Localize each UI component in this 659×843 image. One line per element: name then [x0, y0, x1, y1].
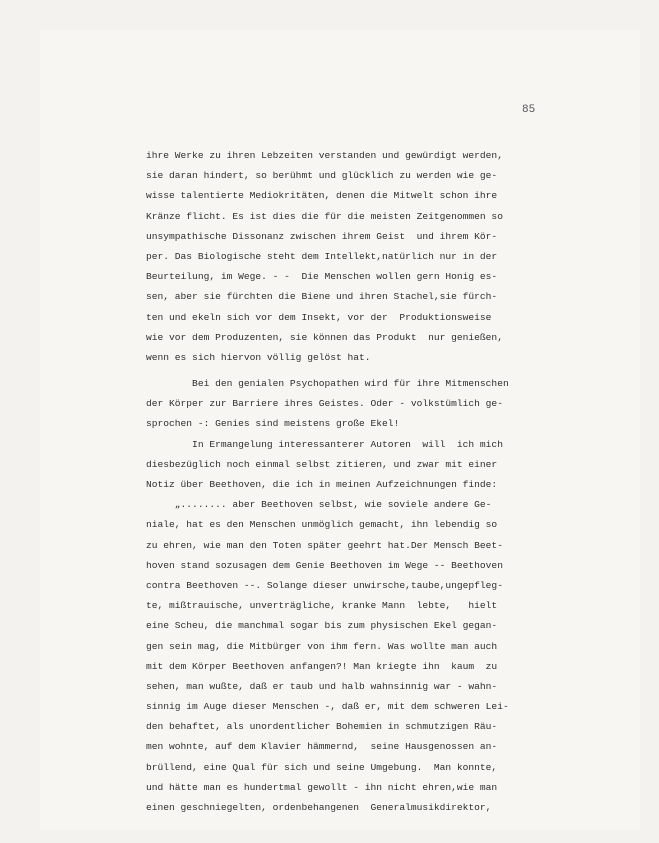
text-line: wisse talentierte Mediokritäten, denen die Mitwelt schon ihre	[146, 190, 498, 202]
body-text	[146, 146, 566, 818]
quote-line: niale, hat es den Menschen unmöglich gemacht, ihn lebendig so	[146, 519, 498, 531]
quote-line: gen sein mag, die Mitbürger von ihm fern. Was wollte man auch	[146, 640, 498, 652]
quote-line: den behaftet, als unordentlicher Bohemien in schmutzigen Räu-	[146, 721, 498, 733]
text-line: diesbezüglich noch einmal selbst zitieren, und zwar mit einer	[146, 458, 498, 470]
quote-line: brüllend, eine Qual für sich und seine Umgebung. Man konnte,	[146, 761, 498, 773]
text-line: ihre Werke zu ihren Lebzeiten verstanden und gewürdigt werden,	[146, 150, 503, 161]
paragraph-2	[146, 374, 566, 435]
quote-line: eine Scheu, die manchmal sogar bis zum physischen Ekel gegan-	[146, 620, 498, 632]
quote-line: „........ aber Beethoven selbst, wie soviele andere Ge-	[146, 499, 492, 511]
quote-line: mit dem Körper Beethoven anfangen?! Man kriegte ihn kaum zu	[146, 660, 498, 672]
text-line: In Ermangelung interessanterer Autoren will ich mich	[146, 438, 503, 450]
text-line: Beurteilung, im Wege. - - Die Menschen wollen gern Honig es-	[146, 271, 498, 283]
text-line: per. Das Biologische steht dem Intellekt,natürlich nur in der	[146, 250, 498, 262]
text-line: wie vor dem Produzenten, sie können das Produkt nur genießen,	[146, 331, 503, 343]
text-line: der Körper zur Barriere ihres Geistes. Oder - volkstümlich ge-	[146, 398, 503, 410]
quote-line: einen geschniegelten, ordenbehangenen Generalmusikdirektor,	[146, 802, 492, 813]
text-line: sen, aber sie fürchten die Biene und ihren Stachel,sie fürch-	[146, 291, 498, 303]
quote-line: hoven stand sozusagen dem Genie Beethoven im Wege -- Beethoven	[146, 559, 503, 571]
quote-line: zu ehren, wie man den Toten später geehrt hat.Der Mensch Beet-	[146, 539, 503, 551]
quote-line: te, mißtrauische, unverträgliche, kranke Mann lebte, hielt	[146, 600, 498, 612]
text-line: unsympathische Dissonanz zwischen ihrem Geist und ihrem Kör-	[146, 230, 498, 242]
paragraph-1	[146, 146, 566, 368]
quote-line: men wohnte, auf dem Klavier hämmernd, seine Hausgenossen an-	[146, 741, 498, 753]
quote-line: und hätte man es hundertmal gewollt - ihn nicht ehren,wie man	[146, 781, 498, 793]
text-line: sprochen -: Genies sind meistens große Ekel!	[146, 418, 400, 430]
page-number: 85	[522, 104, 536, 116]
text-line: sie daran hindert, so berühmt und glücklich zu werden wie ge-	[146, 170, 498, 182]
text-line: Notiz über Beethoven, die ich in meinen Aufzeichnungen finde:	[146, 479, 498, 490]
text-line: Bei den genialen Psychopathen wird für ihre Mitmenschen	[146, 378, 509, 390]
paragraph-3	[146, 435, 566, 819]
text-line: wenn es sich hiervon völlig gelöst hat.	[146, 351, 371, 363]
quote-line: sehen, man wußte, daß er taub und halb wahnsinnig war - wahn-	[146, 680, 498, 692]
quote-line: contra Beethoven --. Solange dieser unwirsche,taube,ungepfleg-	[146, 579, 503, 591]
text-line: Kränze flicht. Es ist dies die für die meisten Zeitgenommen so	[146, 210, 503, 222]
quote-line: sinnig im Auge dieser Menschen -, daß er, mit dem schweren Lei-	[146, 701, 509, 713]
text-line: ten und ekeln sich vor dem Insekt, vor der Produktionsweise	[146, 311, 492, 323]
